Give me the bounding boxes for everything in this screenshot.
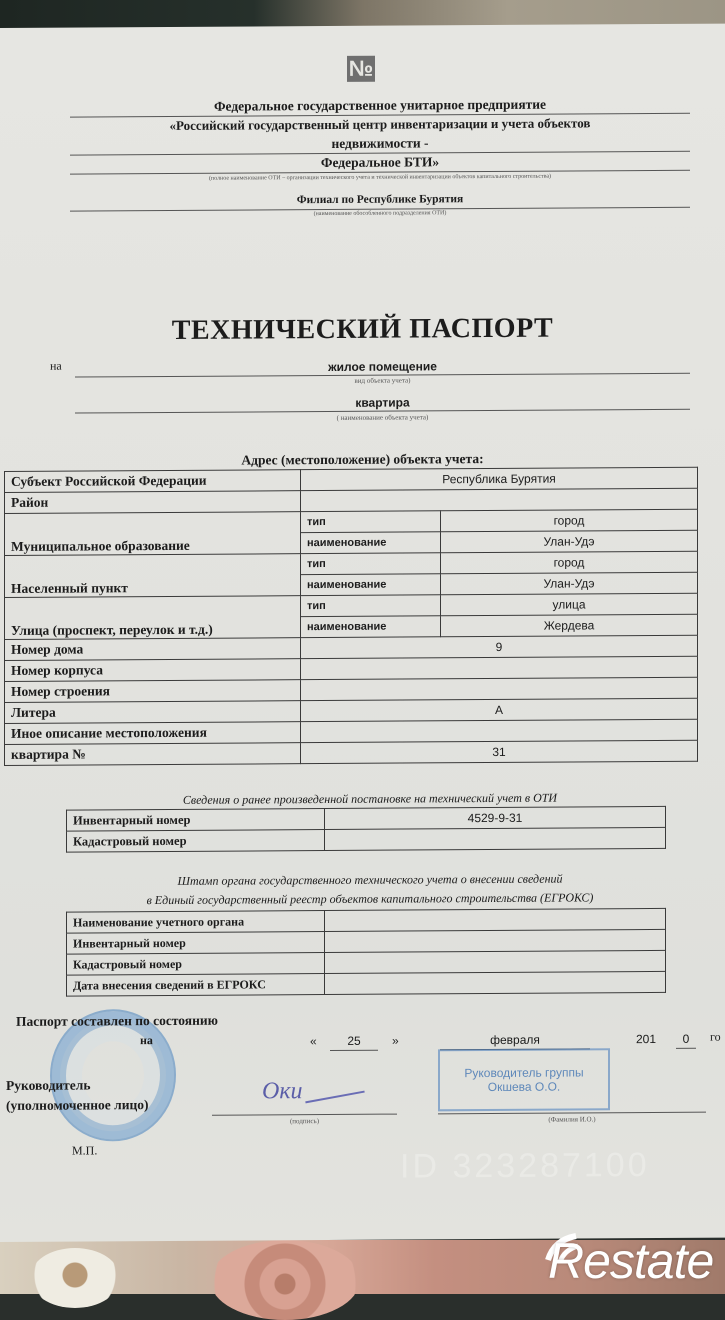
subject-value: Республика Бурятия (301, 467, 698, 490)
house-value: 9 (301, 635, 698, 658)
compiled-year-digit: 0 (682, 1031, 690, 1046)
object-type-value: жилое помещение (328, 359, 437, 374)
compiled-label: Паспорт составлен по состоянию (16, 1012, 218, 1029)
address-table (4, 467, 698, 766)
egroks-row-label: Наименование учетного органа (67, 911, 325, 934)
object-name-caption: ( наименование объекта учета) (336, 413, 429, 422)
object-type-caption: вид объекта учета) (354, 376, 411, 385)
on-label: на (50, 358, 62, 373)
quote-close: » (392, 1033, 399, 1048)
district-label: Район (5, 491, 301, 514)
cadastral-number-label: Кадастровый номер (67, 830, 325, 853)
branch-caption: (наименование обособленного подразделения ОТИ) (313, 210, 447, 218)
signature-line (212, 1114, 397, 1116)
org-line-3: недвижимости - (331, 135, 429, 151)
street-type-value: улица (441, 593, 698, 616)
letter-label: Литера (5, 701, 301, 724)
street-label: Улица (проспект, переулок и т.д.) (5, 596, 301, 640)
restate-logo (530, 1226, 725, 1294)
egroks-row-label: Кадастровый номер (67, 953, 325, 976)
letter-value: А (301, 698, 698, 721)
rule (330, 1050, 378, 1051)
street-name-value: Жердева (441, 614, 698, 637)
technical-passport-page (0, 24, 725, 1242)
listing-id-watermark: ID 323287100 (400, 1146, 650, 1186)
compiled-on-label: на (140, 1033, 153, 1048)
prior-registration-table (66, 806, 666, 853)
authorized-person-label: (уполномоченное лицо) (6, 1097, 149, 1113)
inventory-number-value: 4529-9-31 (325, 806, 666, 829)
head-label: Руководитель (6, 1077, 91, 1093)
signature-scribble: Оки (262, 1078, 303, 1105)
district-value (301, 488, 698, 511)
settlement-label: Населенный пункт (5, 554, 301, 598)
object-name-value: квартира (355, 395, 410, 410)
subject-label: Субъект Российской Федерации (5, 470, 301, 493)
rule (676, 1048, 696, 1049)
org-caption: (полное наименование ОТИ – организации технического учета и технической инвентаризации объектов капитального строительства) (208, 173, 552, 182)
building-label: Номер корпуса (5, 659, 301, 682)
egroks-row-value (325, 929, 666, 952)
compiled-day: 25 (347, 1033, 361, 1048)
municipality-label: Муниципальное образование (5, 512, 301, 556)
settlement-type-label: тип (301, 553, 441, 575)
egroks-row-label: Дата внесения сведений в ЕГРОКС (67, 974, 325, 997)
stamp-line-name: Окшева О.О. (487, 1079, 561, 1095)
address-heading: Адрес (местоположение) объекта учета: (241, 451, 484, 468)
building-value (301, 656, 698, 679)
other-location-label: Иное описание местоположения (5, 722, 301, 745)
daisy-decoration (30, 1248, 120, 1308)
egroks-row-value (325, 908, 666, 931)
page-title: ТЕХНИЧЕСКИЙ ПАСПОРТ (171, 312, 554, 346)
logo-text: Restate (548, 1233, 714, 1289)
egroks-heading-2: в Единый государственный реестр объектов капитального строительства (ЕГРОКС) (146, 890, 594, 908)
prior-registration-heading: Сведения о ранее произведенной постановке на технический учет в ОТИ (182, 790, 558, 807)
org-line-2: «Российский государственный центр инвентаризации и учета объектов (169, 115, 591, 133)
settlement-name-value: Улан-Удэ (441, 572, 698, 595)
street-name-label: наименование (301, 616, 441, 638)
stamp-line-position: Руководитель группы (464, 1065, 584, 1081)
settlement-type-value: город (441, 551, 698, 574)
structure-value (301, 677, 698, 700)
table-row (5, 740, 698, 765)
municipality-type-label: тип (301, 511, 441, 533)
signature-caption: (подпись) (289, 1117, 320, 1126)
table-row (67, 827, 666, 852)
street-type-label: тип (301, 595, 441, 617)
egroks-heading-1: Штамп органа государственного технического учета о внесении сведений (177, 871, 563, 888)
branch-name: Филиал по Республике Бурятия (296, 193, 464, 207)
apartment-value: 31 (301, 740, 698, 763)
compiled-month: февраля (490, 1032, 540, 1048)
compiled-year-suffix: го (710, 1029, 721, 1044)
inventory-number-label: Инвентарный номер (67, 809, 325, 832)
org-line-4: Федеральное БТИ» (320, 154, 440, 171)
rose-decoration (210, 1240, 360, 1320)
name-line (438, 1112, 706, 1115)
apartment-label: квартира № (5, 743, 301, 766)
egroks-row-value (325, 971, 666, 994)
settlement-name-label: наименование (301, 574, 441, 596)
signature-stroke (305, 1091, 364, 1104)
compiled-year-prefix: 201 (636, 1031, 657, 1047)
org-line-1: Федеральное государственное унитарное предприятие (213, 96, 547, 114)
cadastral-number-value (325, 827, 666, 850)
number-sign: № (348, 55, 374, 81)
egroks-table (66, 908, 666, 997)
structure-label: Номер строения (5, 680, 301, 703)
other-location-value (301, 719, 698, 742)
municipality-name-label: наименование (301, 532, 441, 554)
name-caption: (Фамилия И.О.) (548, 1115, 596, 1124)
quote-open: « (310, 1034, 317, 1049)
egroks-row-value (325, 950, 666, 973)
seal-label: М.П. (72, 1143, 98, 1158)
table-row (67, 971, 666, 996)
egroks-row-label: Инвентарный номер (67, 932, 325, 955)
name-stamp (438, 1048, 610, 1111)
municipality-type-value: город (441, 509, 698, 532)
municipality-name-value: Улан-Удэ (441, 530, 698, 553)
house-label: Номер дома (5, 638, 301, 661)
